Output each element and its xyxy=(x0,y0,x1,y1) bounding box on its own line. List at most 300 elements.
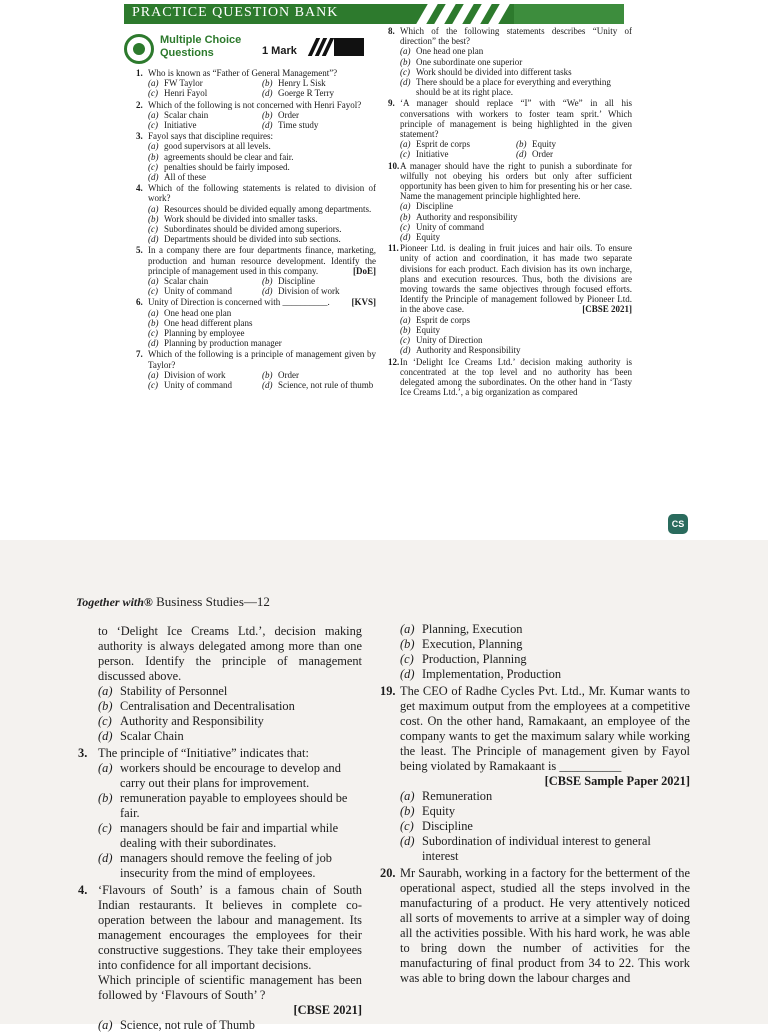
option-text: Equity xyxy=(422,804,456,818)
option-text: Departments should be divided into sub sections. xyxy=(164,234,341,245)
question-row xyxy=(78,883,362,973)
option xyxy=(148,328,376,338)
option-letter: (b) xyxy=(400,637,415,651)
option xyxy=(400,335,632,345)
source-tag: [KVS] xyxy=(351,297,376,308)
question-text-body: In ‘Delight Ice Creams Ltd.’ decision making authority is concentrated at the top level and no authority has been delegated among the subordinates. On the other hand in ‘Tasty Ice Creams Ltd.’, a big organization as compared xyxy=(400,356,632,398)
option-text: managers should remove the feeling of job insecurity from the mind of employees. xyxy=(120,851,332,880)
option-text: Planning by employee xyxy=(164,328,245,339)
option-text: Discipline xyxy=(416,201,453,212)
option xyxy=(148,110,262,120)
option-letter: (b) xyxy=(516,139,527,150)
question-row xyxy=(388,243,632,314)
question-item xyxy=(388,98,632,159)
option-letter: (d) xyxy=(98,729,113,743)
question-item xyxy=(136,100,376,131)
question-number: 8. xyxy=(388,26,395,36)
question-number-spacer xyxy=(78,973,98,1018)
option xyxy=(148,380,262,390)
option-letter: (b) xyxy=(262,369,273,380)
option-pair xyxy=(148,276,376,286)
option xyxy=(400,652,690,667)
option xyxy=(400,232,632,242)
option xyxy=(262,110,376,120)
option xyxy=(400,834,690,864)
option-letter: (b) xyxy=(400,56,411,67)
option xyxy=(516,139,632,149)
question-number: 5. xyxy=(136,245,143,256)
option-text: Stability of Personnel xyxy=(120,684,228,698)
question-item xyxy=(136,131,376,182)
question-text-body: Who is known as “Father of General Management”? xyxy=(148,68,338,78)
banner-stripes-decoration xyxy=(414,4,504,24)
option xyxy=(98,699,362,714)
option xyxy=(148,276,262,286)
question-text xyxy=(98,973,362,1018)
brand-logo: Together with® xyxy=(76,595,153,609)
question-item xyxy=(136,183,376,244)
option-letter: (c) xyxy=(148,286,158,297)
question-text-body: Which of the following statements describes “Unity of direction” the best? xyxy=(400,26,632,47)
option xyxy=(148,338,376,348)
option-text: Initiative xyxy=(416,149,449,160)
options-list xyxy=(380,622,690,682)
option-text: Goerge R Terry xyxy=(278,88,335,99)
question-row xyxy=(78,746,362,761)
camscanner-badge: CS xyxy=(668,514,688,534)
question-column-left xyxy=(78,624,362,1035)
option-text: Subordination of individual interest to general interest xyxy=(422,834,651,863)
question-text xyxy=(98,746,362,761)
option-letter: (a) xyxy=(148,276,159,287)
question-number: 19. xyxy=(380,684,396,698)
option-letter: (b) xyxy=(262,109,273,120)
source-tag: [CBSE Sample Paper 2021] xyxy=(544,774,690,788)
option-letter: (a) xyxy=(400,622,415,636)
option xyxy=(148,318,376,328)
option xyxy=(400,667,690,682)
question-text-body: Mr Saurabh, working in a factory for the betterment of the operational aspect, studied all the steps involved in the manufacturing of a product. He very attentively noticed all sorts of movements to arrive at a simpler way of doing all the activities possible. With his hard work, he was able to bring down the number of activities for the manufacturing of final product from 34 to 22. This work was able to bring down the labour charges and xyxy=(400,866,690,985)
option xyxy=(148,234,376,244)
question-row xyxy=(136,297,376,307)
option-text: Initiative xyxy=(164,120,197,131)
option-text: Centralisation and Decentralisation xyxy=(120,699,295,713)
option-pair xyxy=(400,149,632,159)
question-text-body: Which of the following statements is related to division of work? xyxy=(148,183,376,204)
option-letter: (d) xyxy=(400,77,411,88)
option xyxy=(148,308,376,318)
question-item xyxy=(380,622,690,682)
option-letter: (d) xyxy=(262,286,273,297)
question-item xyxy=(388,161,632,243)
question-text xyxy=(400,26,632,46)
option-letter: (b) xyxy=(148,317,159,328)
options-list xyxy=(136,204,376,245)
option-pair xyxy=(400,139,632,149)
option-text: Equity xyxy=(532,139,556,150)
option-text: One subordinate one superior xyxy=(416,56,523,67)
question-prompt: Which principle of scientific management has been followed by ‘Flavours of South’ ? xyxy=(98,973,362,1002)
question-column-right xyxy=(380,622,690,988)
question-item xyxy=(388,243,632,355)
option-letter: (d) xyxy=(148,338,159,349)
question-text-body: Pioneer Ltd. is dealing in fruit juices and hair oils. To ensure unity of action and coordination, it has made two separate divisions for each product. Each division has its own incharge, plans and execution resources. Thus, both the divisions are moving towards the same objectives through focused efforts. Identify the Principle of management followed by Pioneer Ltd. in the above case. xyxy=(400,243,632,315)
option-letter: (a) xyxy=(98,761,113,775)
option-text: Time study xyxy=(278,120,319,131)
question-row xyxy=(380,684,690,789)
option xyxy=(148,286,262,296)
question-item xyxy=(78,883,362,1033)
option-letter: (b) xyxy=(400,324,411,335)
option xyxy=(98,714,362,729)
option-letter: (b) xyxy=(148,213,159,224)
option xyxy=(400,804,690,819)
question-text xyxy=(98,883,362,973)
option-text: Division of work xyxy=(278,286,340,297)
question-item xyxy=(136,297,376,348)
question-text-body: Which of the following is not concerned with Henri Fayol? xyxy=(148,99,362,110)
option-letter: (a) xyxy=(400,46,411,57)
option-text: Implementation, Production xyxy=(422,667,562,681)
option-text: Authority and responsibility xyxy=(416,211,518,222)
option xyxy=(400,819,690,834)
option-text: Equity xyxy=(416,232,440,243)
option-text: Resources should be divided equally among departments. xyxy=(164,203,372,214)
option-letter: (a) xyxy=(148,203,159,214)
options-list xyxy=(380,789,690,864)
option xyxy=(148,224,376,234)
question-number: 12. xyxy=(388,356,400,367)
option xyxy=(516,149,632,159)
question-text-body: ‘Flavours of South’ is a famous chain of South Indian restaurants. It believes in complete co-operation between the labour and management. Its management encourages the employees for their constructive suggestions. They take their employees into confidence for all important decisions. xyxy=(98,883,362,972)
option-text: agreements should be clear and fair. xyxy=(164,151,294,162)
option xyxy=(148,172,376,182)
question-row xyxy=(388,357,632,398)
option-text: One head different plans xyxy=(164,317,253,328)
option xyxy=(148,214,376,224)
option-letter: (d) xyxy=(148,234,159,245)
options-list xyxy=(388,139,632,159)
option-text: Order xyxy=(278,109,299,120)
option-letter: (c) xyxy=(400,221,410,232)
option-letter: (b) xyxy=(262,78,273,89)
option-text: managers should be fair and impartial while dealing with their subordinates. xyxy=(120,821,339,850)
option-pair xyxy=(148,88,376,98)
page-title: Business Studies—12 xyxy=(156,594,270,609)
question-item xyxy=(136,68,376,99)
option-letter: (c) xyxy=(148,380,158,391)
question-text xyxy=(148,131,376,141)
question-row xyxy=(78,624,362,684)
option-text: Scalar chain xyxy=(164,109,209,120)
question-number: 3. xyxy=(136,131,143,142)
option-text: Esprit de corps xyxy=(416,314,470,325)
options-list xyxy=(136,308,376,349)
option xyxy=(400,325,632,335)
option-letter: (a) xyxy=(148,307,159,318)
banner-tail-decoration xyxy=(514,4,624,24)
option-letter: (a) xyxy=(400,139,411,150)
question-text xyxy=(148,68,376,78)
question-text xyxy=(148,183,376,203)
question-text xyxy=(148,297,376,307)
option-letter: (c) xyxy=(98,714,112,728)
option-letter: (b) xyxy=(400,211,411,222)
question-text-body: The principle of “Initiative” indicates that: xyxy=(98,746,309,760)
option xyxy=(148,88,262,98)
option-letter: (c) xyxy=(148,224,158,235)
option-letter: (d) xyxy=(400,232,411,243)
option xyxy=(262,120,376,130)
question-text xyxy=(400,243,632,314)
stripes-icon xyxy=(312,38,366,56)
option xyxy=(148,370,262,380)
option-letter: (b) xyxy=(148,151,159,162)
source-tag: [CBSE 2021] xyxy=(582,304,632,315)
option-letter: (d) xyxy=(262,120,273,131)
option-letter: (c) xyxy=(148,161,158,172)
option xyxy=(98,729,362,744)
question-column-left xyxy=(136,68,376,391)
options-list xyxy=(136,78,376,98)
option-letter: (c) xyxy=(148,88,158,99)
question-row xyxy=(380,866,690,986)
question-number: 7. xyxy=(136,349,143,360)
option xyxy=(262,88,376,98)
option-letter: (c) xyxy=(400,819,414,833)
option xyxy=(400,46,632,56)
option-text: workers should be encourage to develop and carry out their plans for improvement. xyxy=(120,761,341,790)
options-list xyxy=(136,110,376,130)
option xyxy=(400,77,632,97)
option xyxy=(98,761,362,791)
option-text: Authority and Responsibility xyxy=(416,345,521,356)
option-text: Scalar Chain xyxy=(120,729,184,743)
option xyxy=(98,821,362,851)
option-letter: (a) xyxy=(98,1018,113,1032)
option-text: Unity of command xyxy=(164,380,232,391)
option-letter: (a) xyxy=(400,201,411,212)
option-letter: (d) xyxy=(400,667,415,681)
option xyxy=(98,684,362,699)
source-tag: [CBSE 2021] xyxy=(293,1003,362,1017)
question-text xyxy=(400,684,690,789)
option xyxy=(400,201,632,211)
question-row xyxy=(388,26,632,46)
option-letter: (a) xyxy=(148,109,159,120)
option xyxy=(400,637,690,652)
option-letter: (d) xyxy=(400,345,411,356)
option-letter: (a) xyxy=(98,684,113,698)
options-list xyxy=(136,141,376,182)
question-row xyxy=(136,349,376,369)
option-pair xyxy=(148,78,376,88)
option-letter: (c) xyxy=(400,149,410,160)
section-banner xyxy=(124,4,624,24)
question-row xyxy=(136,68,376,78)
option xyxy=(262,370,376,380)
mcq-heading xyxy=(124,32,364,66)
option-text: Discipline xyxy=(422,819,473,833)
option-text: Equity xyxy=(416,324,440,335)
option-text: There should be a place for everything and everything should be at its right place. xyxy=(416,77,611,98)
option-letter: (d) xyxy=(516,149,527,160)
option-letter: (a) xyxy=(148,369,159,380)
option-text: Authority and Responsibility xyxy=(120,714,264,728)
option-letter: (b) xyxy=(98,699,113,713)
option xyxy=(148,204,376,214)
question-number: 3. xyxy=(78,746,88,760)
question-item xyxy=(388,26,632,97)
option-text: Unity of command xyxy=(416,221,484,232)
option-text: Unity of command xyxy=(164,286,232,297)
option-letter: (c) xyxy=(400,66,410,77)
question-number xyxy=(78,624,98,684)
option-text: Planning, Execution xyxy=(422,622,523,636)
option-letter: (c) xyxy=(400,652,414,666)
option-text: Work should be divided into smaller tasks. xyxy=(164,213,318,224)
mcq-mark: 1 Mark xyxy=(262,45,297,57)
question-number: 1. xyxy=(136,68,143,78)
question-text xyxy=(148,100,376,110)
option xyxy=(262,78,376,88)
option-text: Planning by production manager xyxy=(164,338,282,349)
question-text-body: Fayol says that discipline requires: xyxy=(148,131,273,142)
option-text: Esprit de corps xyxy=(416,139,470,150)
option-text: penalties should be fairly imposed. xyxy=(164,161,290,172)
question-number: 20. xyxy=(380,866,396,880)
question-text-body: A manager should have the right to punish a subordinate for wilfully not obeying his orders but only after sufficient opportunity has been given to him for presenting his or her case. Name the management principle highlighted here. xyxy=(400,160,632,202)
question-text xyxy=(400,161,632,202)
question-text xyxy=(98,624,362,684)
question-row xyxy=(388,161,632,202)
options-list xyxy=(136,370,376,390)
option xyxy=(148,162,376,172)
question-row xyxy=(78,973,362,1018)
option-text: All of these xyxy=(164,172,206,183)
question-item xyxy=(78,624,362,744)
question-row xyxy=(136,100,376,110)
option xyxy=(400,67,632,77)
option xyxy=(400,222,632,232)
option xyxy=(400,212,632,222)
question-number: 9. xyxy=(388,98,395,109)
question-text-body: Unity of Direction is concerned with __________. xyxy=(148,297,330,308)
option-letter: (b) xyxy=(262,276,273,287)
option-text: Henry L Sisk xyxy=(278,78,326,89)
option-text: Science, not rule of thumb xyxy=(278,380,374,391)
question-number: 2. xyxy=(136,99,143,110)
option-letter: (b) xyxy=(98,791,113,805)
option xyxy=(400,622,690,637)
question-text xyxy=(400,357,632,398)
question-text-body: Which of the following is a principle of management given by Taylor? xyxy=(148,349,376,370)
option-text: Subordinates should be divided among superiors. xyxy=(164,224,342,235)
option xyxy=(98,1018,362,1033)
options-list xyxy=(388,315,632,356)
question-number: 4. xyxy=(78,883,88,897)
option-pair xyxy=(148,380,376,390)
lower-page xyxy=(0,540,768,1032)
question-text-body: to ‘Delight Ice Creams Ltd.’, decision making authority is always delegated among more than one person. Identify the principle of management discussed above. xyxy=(98,624,362,683)
option-letter: (d) xyxy=(148,172,159,183)
question-row xyxy=(136,183,376,203)
option xyxy=(400,315,632,325)
question-item xyxy=(136,349,376,390)
option-letter: (c) xyxy=(148,120,158,131)
source-tag: [DoE] xyxy=(353,265,376,276)
option-letter: (a) xyxy=(148,141,159,152)
option-text: Order xyxy=(278,369,299,380)
options-list xyxy=(78,684,362,744)
question-row xyxy=(136,245,376,276)
option-letter: (d) xyxy=(262,380,273,391)
option-letter: (c) xyxy=(148,328,158,339)
banner-title: PRACTICE QUESTION BANK xyxy=(132,5,339,20)
option-text: Science, not rule of Thumb xyxy=(120,1018,256,1032)
option xyxy=(262,380,376,390)
option-text: remuneration payable to employees should be fair. xyxy=(120,791,348,820)
target-icon xyxy=(124,34,154,64)
option xyxy=(148,152,376,162)
option-text: Production, Planning xyxy=(422,652,527,666)
question-column-right xyxy=(388,26,632,398)
option-letter: (a) xyxy=(400,314,411,325)
option-text: Discipline xyxy=(278,276,315,287)
option-text: One head one plan xyxy=(164,307,232,318)
option-letter: (d) xyxy=(98,851,113,865)
options-list xyxy=(388,201,632,242)
option xyxy=(400,345,632,355)
question-item xyxy=(136,245,376,296)
option-letter: (a) xyxy=(148,78,159,89)
options-list xyxy=(136,276,376,296)
question-text xyxy=(400,98,632,139)
question-row xyxy=(388,98,632,139)
option-letter: (c) xyxy=(98,821,112,835)
option-text: Unity of Direction xyxy=(416,335,483,346)
option-pair xyxy=(148,286,376,296)
option-text: Remuneration xyxy=(422,789,493,803)
option-letter: (d) xyxy=(262,88,273,99)
question-item xyxy=(380,866,690,986)
option-text: Henri Fayol xyxy=(164,88,208,99)
question-number: 4. xyxy=(136,183,143,194)
option-pair xyxy=(148,120,376,130)
option xyxy=(98,791,362,821)
option xyxy=(262,286,376,296)
option xyxy=(400,789,690,804)
option-text: FW Taylor xyxy=(164,78,203,89)
option-pair xyxy=(148,110,376,120)
options-list xyxy=(78,1018,362,1033)
option xyxy=(148,141,376,151)
question-text xyxy=(148,245,376,276)
option xyxy=(262,276,376,286)
question-item xyxy=(78,746,362,881)
option-text: Work should be divided into different tasks xyxy=(416,66,572,77)
option-text: good supervisors at all levels. xyxy=(164,141,271,152)
option-letter: (d) xyxy=(400,834,415,848)
question-number: 11. xyxy=(388,243,399,254)
option-text: One head one plan xyxy=(416,46,484,57)
question-text-body: The CEO of Radhe Cycles Pvt. Ltd., Mr. Kumar wants to get maximum output from the employees at a competitive cost. On the other hand, Ramakaant, an employee of the company wants to get the maximum salary while working the least. The Principle of management given by Fayol being violated by Ramakaant is __________ xyxy=(400,684,690,773)
option xyxy=(400,149,516,159)
option xyxy=(98,851,362,881)
page-header xyxy=(76,594,270,610)
mcq-title: Multiple Choice Questions xyxy=(160,34,242,59)
options-list xyxy=(78,761,362,881)
